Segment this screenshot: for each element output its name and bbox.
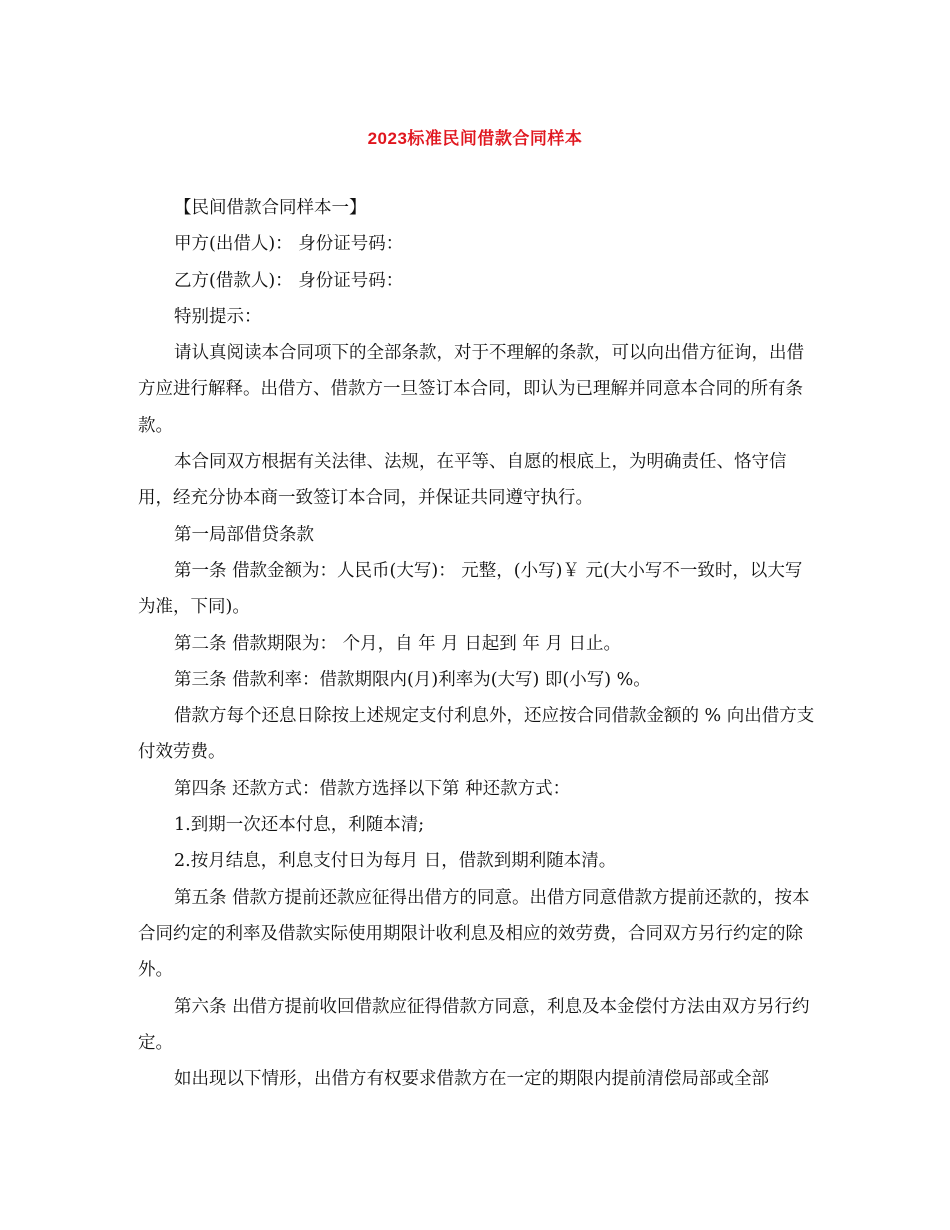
paragraph-party-a: 甲方(出借人)： 身份证号码： <box>174 234 404 255</box>
document-body <box>138 190 818 1097</box>
paragraph-article-5: 第五条 借款方提前还款应征得出借方的同意。出借方同意借款方提前还款的，按本合同约定的利率及借款实际使用期限计收利息及相应的效劳费，合同双方另行约定的除外。 <box>138 887 810 981</box>
paragraph-notice-text: 请认真阅读本合同项下的全部条款，对于不理解的条款，可以向出借方征询，出借方应进行解释。出借方、借款方一旦签订本合同，即认为已理解并同意本合同的所有条款。 <box>138 343 804 436</box>
document-title: 2023标准民间借款合同样本 <box>367 129 583 148</box>
paragraph-article-6: 第六条 出借方提前收回借款应征得借款方同意，利息及本金偿付方法由双方另行约定。 <box>138 996 810 1053</box>
paragraph-special-notice: 特别提示： <box>174 306 262 327</box>
paragraph-heading: 【民间借款合同样本一】 <box>174 198 367 218</box>
paragraph-party-b: 乙方(借款人)： 身份证号码： <box>174 270 404 291</box>
paragraph-article-3: 第三条 借款利率：借款期限内(月)利率为(大写) 即(小写) %。 <box>174 669 651 690</box>
paragraph-service-fee: 借款方每个还息日除按上述规定支付利息外，还应按合同借款金额的 % 向出借方支付效劳费。 <box>138 706 815 763</box>
paragraph-article-4: 第四条 还款方式：借款方选择以下第 种还款方式： <box>174 778 571 799</box>
paragraph-article-1: 第一条 借款金额为：人民币(大写)： 元整，(小写)￥ 元(大小写不一致时，以大写为准，下同)。 <box>138 560 803 618</box>
paragraph-article-2: 第二条 借款期限为： 个月，自 年 月 日起到 年 月 日止。 <box>174 633 622 654</box>
paragraph-repay-option-2: 2.按月结息，利息支付日为每月 日，借款到期利随本清。 <box>174 851 617 872</box>
paragraph-conditions: 如出现以下情形，出借方有权要求借款方在一定的期限内提前清偿局部或全部 <box>174 1069 769 1090</box>
paragraph-repay-option-1: 1.到期一次还本付息，利随本清; <box>174 815 425 836</box>
paragraph-agreement-basis: 本合同双方根据有关法律、法规，在平等、自愿的根底上，为明确责任、恪守信用，经充分协本商一致签订本合同，并保证共同遵守执行。 <box>138 452 787 509</box>
paragraph-part-one: 第一局部借贷条款 <box>174 524 314 545</box>
